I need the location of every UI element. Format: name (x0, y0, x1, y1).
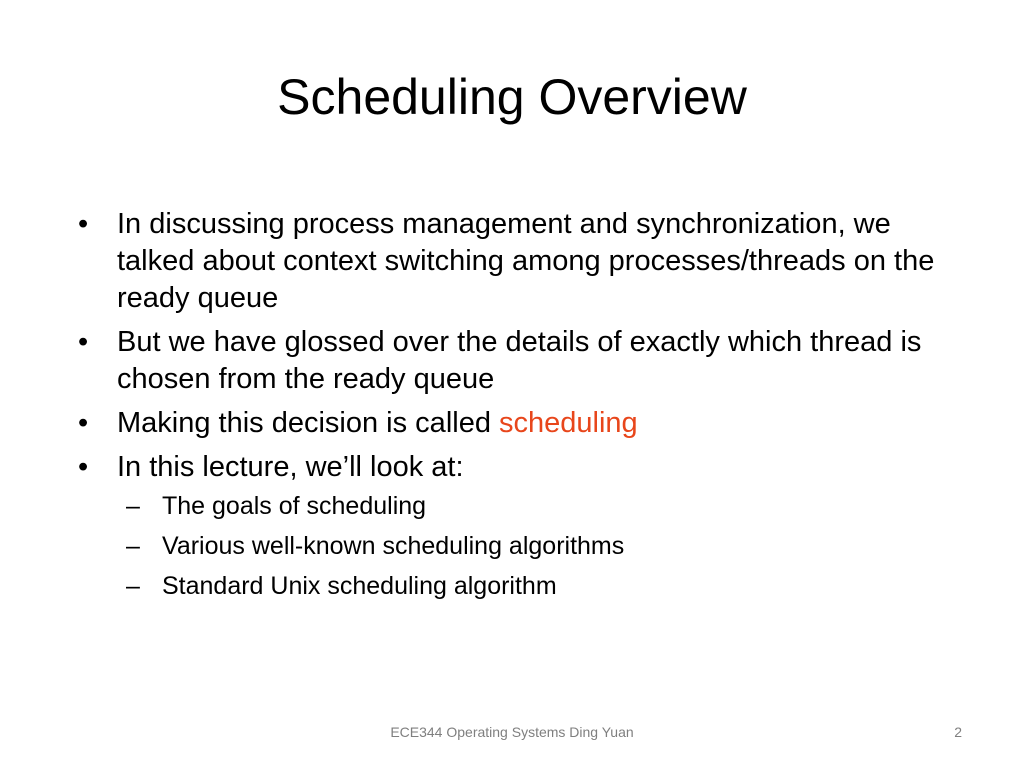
sub-bullet-text: Standard Unix scheduling algorithm (162, 572, 557, 600)
bullet-item (78, 206, 958, 317)
sub-bullet-item (126, 570, 958, 602)
slide-title: Scheduling Overview (277, 69, 747, 125)
bullet-mark: • (78, 451, 89, 483)
sub-bullet-text: The goals of scheduling (162, 492, 427, 520)
slide-footer: ECE344 Operating Systems Ding Yuan (390, 724, 634, 740)
sub-bullet-list (126, 490, 958, 602)
dash-mark: – (126, 492, 140, 520)
bullet-text: Making this decision is called (117, 407, 500, 439)
sub-bullet-item (126, 490, 958, 522)
bullet-item (78, 324, 958, 398)
highlighted-term: scheduling (499, 407, 638, 439)
bullet-mark: • (78, 326, 89, 358)
bullet-list (78, 206, 958, 610)
bullet-mark: • (78, 407, 89, 439)
bullet-item (78, 405, 958, 442)
sub-bullet-item (126, 530, 958, 562)
dash-mark: – (126, 532, 140, 560)
sub-bullet-text: Various well-known scheduling algorithms (162, 532, 625, 560)
slide-number: 2 (954, 724, 962, 740)
dash-mark: – (126, 572, 140, 600)
bullet-text: But we have glossed over the details of exactly which thread is chosen from the ready queue (117, 326, 922, 395)
bullet-item (78, 449, 958, 602)
bullet-text: In this lecture, we’ll look at: (117, 451, 464, 483)
bullet-text: In discussing process management and synchronization, we talked about context switching among processes/threads on the ready queue (117, 208, 935, 314)
bullet-mark: • (78, 208, 89, 240)
